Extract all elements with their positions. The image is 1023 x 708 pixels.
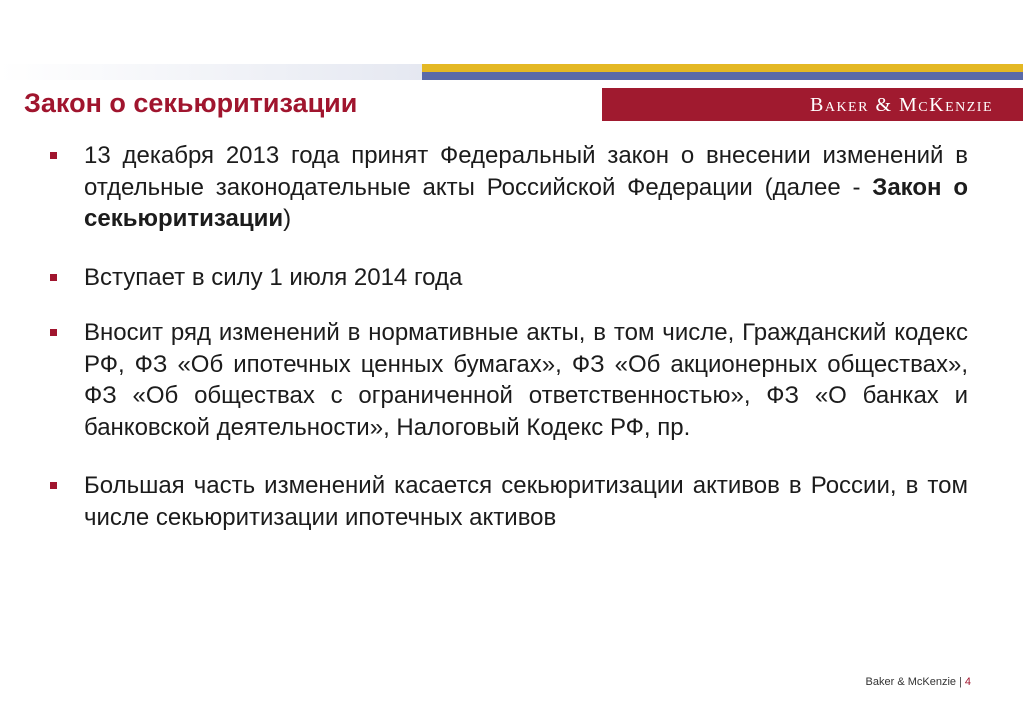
company-logo: Baker & McKenzie <box>810 94 993 116</box>
square-bullet-icon <box>50 482 57 489</box>
bullet-item-amended-acts <box>50 317 968 443</box>
bullet-item-effective-date <box>50 262 968 294</box>
top-stripe <box>0 64 1023 80</box>
page-number: 4 <box>964 676 971 688</box>
stripe-fade <box>0 64 422 80</box>
logo-band <box>602 88 1023 121</box>
bullet-text: Вступает в силу 1 июля 2014 года <box>84 263 463 291</box>
bullet-bold-text: Закон о секьюритизации <box>84 173 968 232</box>
bullet-item-law-adopted <box>50 140 968 235</box>
bullet-text: Вносит ряд изменений в нормативные акты, в том числе, Гражданский кодекс РФ, ФЗ «Об ипотечных ценных бумагах», ФЗ «Об акционерных обществах», ФЗ «Об обществах с ограниченной ответственностью», ФЗ «О банках и банковской деятельности», Налоговый Кодекс РФ, пр. <box>84 319 968 441</box>
square-bullet-icon <box>50 274 57 281</box>
square-bullet-icon <box>50 152 57 159</box>
bullet-text: 13 декабря 2013 года принят Федеральный закон о внесении изменений в отдельные законодательные акты Российской Федерации (далее - <box>84 142 968 201</box>
bullet-text: Большая часть изменений касается секьюритизации активов в России, в том числе секьюритизации ипотечных активов <box>84 472 968 531</box>
stripe-yellow <box>422 64 1023 72</box>
square-bullet-icon <box>50 329 57 336</box>
bullet-item-securitization-changes <box>50 470 968 533</box>
bullet-list <box>50 140 968 560</box>
bullet-text-end: ) <box>283 205 292 232</box>
footer-company: Baker & McKenzie <box>865 676 957 688</box>
stripe-blue <box>422 72 1023 80</box>
slide-title: Закон о секьюритизации <box>24 88 358 118</box>
footer-separator: | <box>959 676 962 688</box>
footer <box>866 676 971 688</box>
